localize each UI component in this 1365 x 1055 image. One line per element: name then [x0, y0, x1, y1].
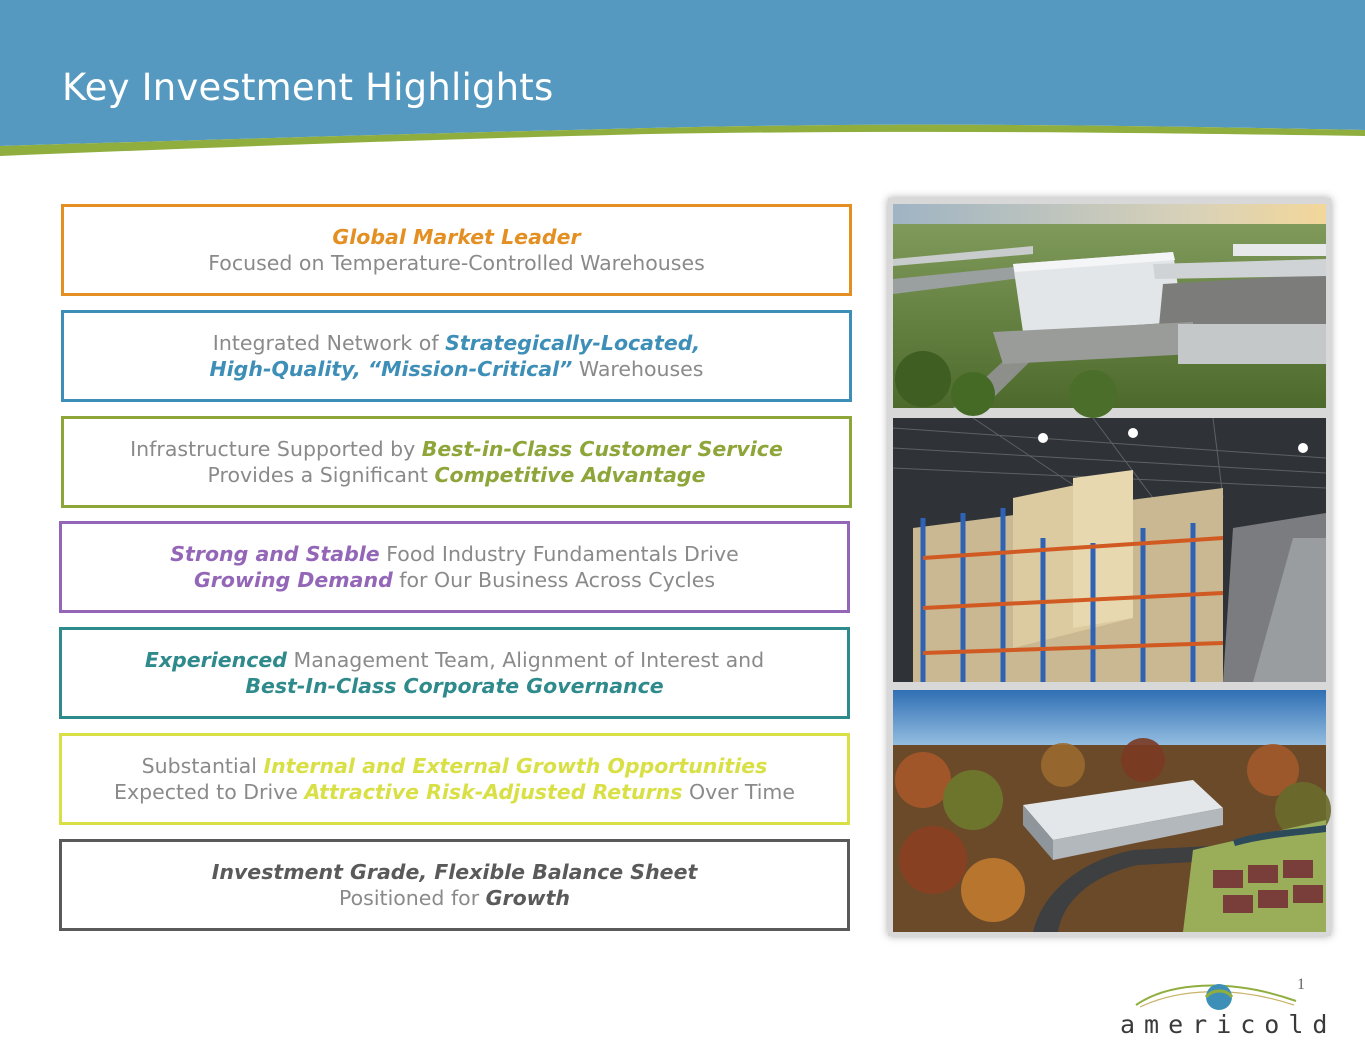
highlight-text: for Our Business Across Cycles	[392, 568, 716, 592]
highlight-emphasis: Strong and Stable	[170, 542, 380, 566]
highlight-emphasis: Global Market Leader	[332, 225, 581, 249]
highlight-text: Focused on Temperature-Controlled Warehouses	[208, 251, 705, 275]
highlight-line-2	[245, 673, 663, 699]
highlight-box	[59, 733, 850, 825]
highlight-emphasis: Investment Grade, Flexible Balance Sheet	[211, 860, 698, 884]
highlight-text: Over Time	[682, 780, 795, 804]
highlight-emphasis: Best-in-Class Customer Service	[421, 437, 783, 461]
highlight-line-2	[208, 250, 705, 276]
highlight-line-1	[145, 647, 764, 673]
highlight-line-2	[339, 885, 570, 911]
highlight-line-1	[130, 436, 783, 462]
highlight-line-1	[212, 859, 698, 885]
logo-wordmark: americold	[1120, 1010, 1337, 1039]
highlight-emphasis: Growth	[485, 886, 571, 910]
aerial-warehouse-photo	[893, 204, 1326, 408]
highlight-box	[59, 521, 850, 613]
highlight-box	[61, 416, 852, 508]
americold-logo	[1118, 975, 1337, 1039]
highlight-emphasis: Internal and External Growth Opportunities	[263, 754, 768, 778]
highlight-emphasis: High-Quality, “Mission-Critical”	[209, 357, 573, 381]
highlight-text: Integrated Network of	[212, 331, 446, 355]
highlight-text: Management Team, Alignment of Interest and	[286, 648, 765, 672]
highlight-text: Positioned for	[338, 886, 486, 910]
highlight-emphasis: Strategically-Located,	[445, 331, 701, 355]
highlight-text: Expected to Drive	[114, 780, 305, 804]
page-number: 1	[1297, 976, 1305, 993]
highlight-emphasis: Experienced	[144, 648, 287, 672]
highlight-emphasis: Attractive Risk-Adjusted Returns	[304, 780, 683, 804]
highlight-emphasis: Best-In-Class Corporate Governance	[245, 674, 664, 698]
highlight-line-2	[208, 462, 706, 488]
highlight-line-1	[332, 224, 580, 250]
photo-column	[888, 198, 1331, 936]
highlight-text: Substantial	[141, 754, 264, 778]
highlight-line-1	[142, 753, 768, 779]
highlight-line-2	[210, 356, 704, 382]
highlight-line-2	[194, 567, 715, 593]
highlight-text: Food Industry Fundamentals Drive	[379, 542, 739, 566]
highlight-line-1	[170, 541, 738, 567]
highlight-line-2	[114, 779, 795, 805]
highlight-emphasis: Competitive Advantage	[434, 463, 706, 487]
highlight-line-1	[213, 330, 700, 356]
highlight-box	[61, 310, 852, 402]
highlight-text: Warehouses	[572, 357, 704, 381]
highlight-box	[59, 627, 850, 719]
highlight-emphasis: Growing Demand	[193, 568, 393, 592]
aerial-facility-autumn-photo	[893, 690, 1326, 932]
warehouse-racks-interior-photo	[893, 418, 1326, 682]
highlight-text: Infrastructure Supported by	[130, 437, 422, 461]
americold-globe-logo	[1118, 975, 1337, 1039]
highlight-text: Provides a Significant	[207, 463, 435, 487]
highlight-box	[59, 839, 850, 931]
highlight-box	[61, 204, 852, 296]
slide-title: Key Investment Highlights	[62, 66, 554, 109]
